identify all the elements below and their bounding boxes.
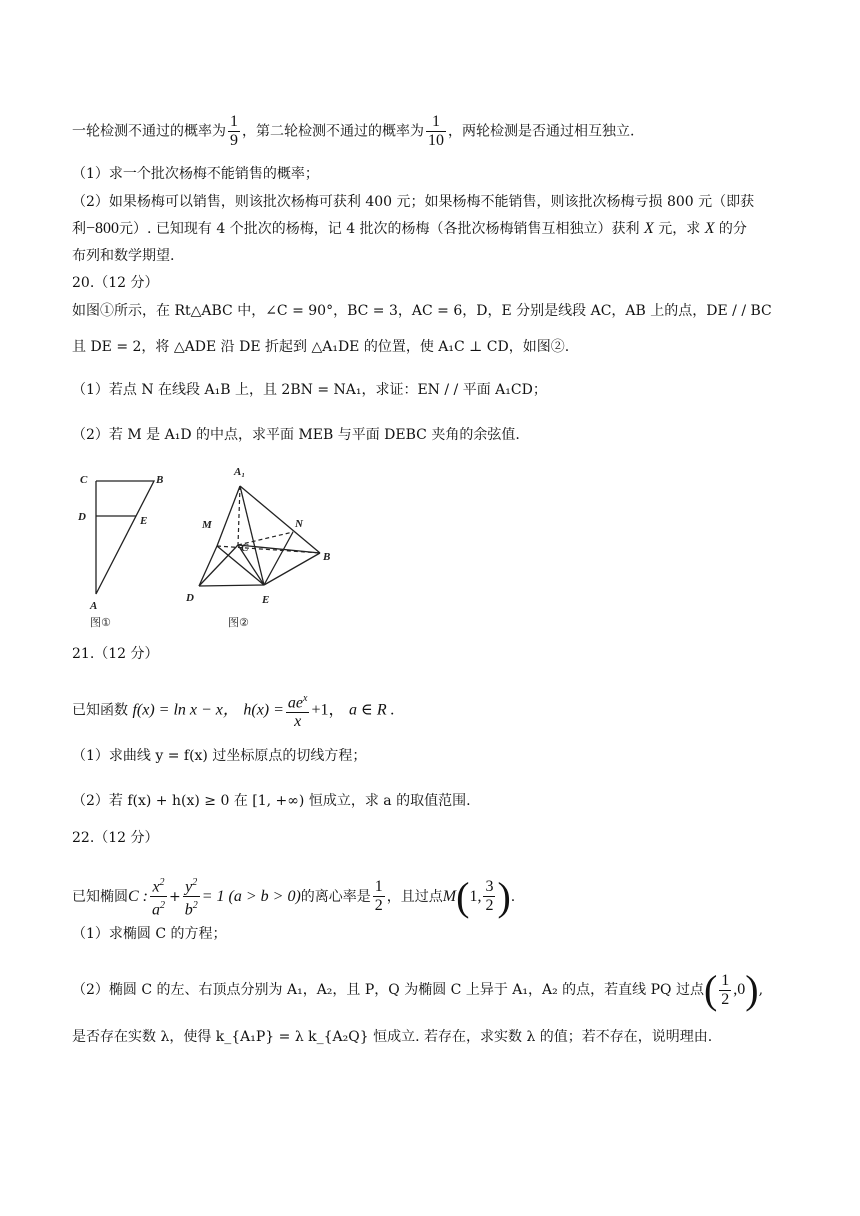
point-x-fraction: $\frac{1}{2}$ — [721, 971, 730, 1008]
fig2-label-a1: A₁ — [234, 466, 246, 478]
fig2-label-b: B — [323, 551, 331, 563]
fig2-label-e: E — [262, 594, 270, 606]
q19-part2-line2: 利−800元）. 已知现有 4 个批次的杨梅，记 4 批次的杨梅（各批次杨梅销售互相独立）获利 X 元，求 X 的分 — [72, 220, 747, 237]
q22-given: 已知椭圆C : $\frac{x^2}{a^2}$ + $\frac{y^2}{b^2}$ = 1 (a > b > 0)的离心率是 $\frac{1}{2}$ ，且过点M(1, $\frac{3}{2}$ ). — [72, 873, 516, 919]
q19-intro-a: 一轮检测不通过的概率为 — [72, 123, 226, 140]
fig2-label-c: C — [241, 542, 249, 554]
q22-part2-line2: 是否存在实数 λ，使得 k_{A₁P} = λ k_{A₂Q} 恒成立. 若存在，求实数 λ 的值；若不存在，说明理由. — [72, 1029, 713, 1045]
fig1-label-a: A — [90, 600, 98, 612]
q20-part1: （1）若点 N 在线段 A₁B 上，且 2BN = NA₁，求证：EN / / 平面 A₁CD； — [72, 382, 547, 398]
loss-value: −800 — [86, 220, 120, 237]
q22-part1: （1）求椭圆 C 的方程； — [72, 926, 227, 942]
fig1-label-c: C — [80, 474, 88, 486]
eccentricity-fraction: $\frac{1}{2}$ — [374, 878, 383, 915]
fig1-caption: 图① — [90, 616, 111, 629]
fig1-label-d: D — [78, 511, 86, 523]
prob-fraction-2: $\frac{1}{10}$ — [428, 113, 444, 149]
q19-part2-line3: 布列和数学期望. — [72, 248, 175, 264]
q20-line1: 如图①所示，在 Rt△ABC 中，∠C = 90°，BC = 3，AC = 6，D，E 分别是线段 AC，AB 上的点，DE / / BC — [72, 303, 772, 319]
q21-part1: （1）求曲线 y = f(x) 过坐标原点的切线方程； — [72, 748, 367, 764]
q19-part2-line1: （2）如果杨梅可以销售，则该批次杨梅可获利 400 元；如果杨梅不能销售，则该批次杨梅亏损 800 元（即获 — [72, 194, 755, 210]
q19-part1: （1）求一个批次杨梅不能销售的概率； — [72, 166, 319, 182]
fig2-label-m: M — [202, 519, 212, 531]
q20-line2: 且 DE = 2，将 △ADE 沿 DE 折起到 △A₁DE 的位置，使 A₁C ⊥ CD，如图②. — [72, 339, 570, 355]
q19-intro-b: ，第二轮检测不通过的概率为 — [242, 123, 424, 140]
fig1-label-e: E — [140, 515, 148, 527]
q20-heading: 20.（12 分） — [72, 275, 159, 291]
q20-part2: （2）若 M 是 A₁D 的中点，求平面 MEB 与平面 DEBC 夹角的余弦值. — [72, 427, 520, 443]
fig2-label-n: N — [295, 518, 303, 530]
fig2-caption: 图② — [228, 616, 249, 629]
q19-intro-c: ，两轮检测是否通过相互独立. — [448, 123, 635, 140]
q22-heading: 22.（12 分） — [72, 830, 159, 846]
figure-1-triangle — [70, 460, 180, 635]
figure-2-pyramid — [180, 460, 350, 635]
y-over-b-fraction: $\frac{y^2}{b^2}$ — [183, 874, 200, 920]
q21-given: 已知函数 f(x) = ln x − x， h(x) = $\frac{ae^x}{x}$ +1， a ∈ R . — [72, 690, 395, 731]
q22-part2-line1: （2）椭圆 C 的左、右顶点分别为 A₁，A₂，且 P，Q 为椭圆 C 上异于 A₁，A₂ 的点，若直线 PQ 过点( $\frac{1}{2}$ ,0), — [72, 967, 764, 1012]
fig1-label-b: B — [156, 474, 164, 486]
q21-part2: （2）若 f(x) + h(x) ≥ 0 在 [1, +∞) 恒成立，求 a 的取值范围. — [72, 793, 471, 809]
fig2-label-d: D — [186, 592, 194, 604]
m-y-fraction: $\frac{3}{2}$ — [485, 878, 494, 915]
x-over-a-fraction: $\frac{x^2}{a^2}$ — [150, 874, 167, 920]
q19-intro-line — [72, 113, 634, 150]
q21-heading: 21.（12 分） — [72, 646, 159, 662]
prob-fraction-1: $\frac{1}{9}$ — [230, 113, 238, 149]
hx-fraction: $\frac{ae^x}{x}$ — [286, 690, 310, 731]
fx-def: f(x) = ln x − x， — [132, 701, 239, 719]
